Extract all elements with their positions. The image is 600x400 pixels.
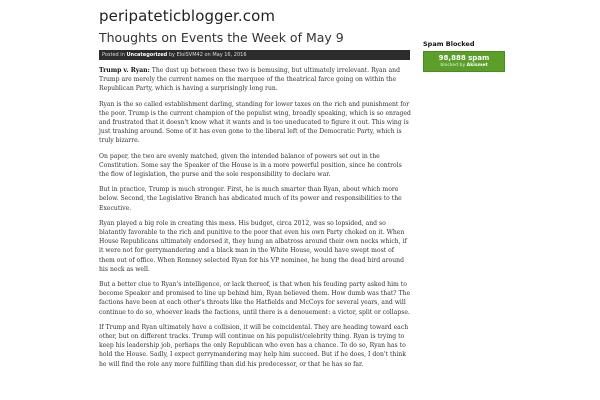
post-paragraph: On paper, the two are evenly matched, given the intended balance of powers set out in the Constitution. Some say the Speaker of the House is in a more powerful position, since he controls the flow of legislation, the purse and the sole responsibility to declare war. <box>99 152 402 179</box>
sidebar <box>423 40 513 72</box>
meta-posted-in: Posted in <box>102 52 125 58</box>
post-title[interactable]: Thoughts on Events the Week of May 9 <box>99 30 344 45</box>
meta-author-link[interactable]: EloiSVM42 <box>176 52 203 58</box>
spam-count: 98,888 spam <box>438 54 490 62</box>
meta-category-link[interactable]: Uncategorized <box>126 52 168 58</box>
akismet-brand: Akismet <box>466 63 488 68</box>
meta-date: May 16, 2016 <box>212 52 247 58</box>
akismet-credit <box>424 63 504 69</box>
post-paragraph: But in practice, Trump is much stronger. First, he is much smarter than Ryan, about which more below. Second, the Legislative Branch has abdicated much of its power and responsibilities to the Executive. <box>99 186 402 212</box>
akismet-badge[interactable] <box>423 51 505 72</box>
post-lead: Trump v. Ryan: <box>99 67 150 74</box>
meta-on: on <box>204 52 211 58</box>
post-meta-bar <box>99 50 410 60</box>
site-title[interactable]: peripateticblogger.com <box>99 7 276 25</box>
post-paragraph <box>99 66 411 94</box>
spam-widget-title: Spam Blocked <box>423 40 475 48</box>
blocked-by-label: blocked by <box>440 63 466 68</box>
post-paragraph: But a better clue to Ryan's intelligence, or lack thereof, is that when his feuding party asked him to become Speaker and promised to line up behind him, Ryan believed them. How dumb was that? The factions have been at each other's throats like the Hatfields and McCoys for several years, and will continue to do so, whoever leads the factions, until there is a denouement: a victor, split or collapse. <box>99 281 411 316</box>
post-first-text: The dust up between these two is bemusing, but ultimately irrelevant. Ryan and Trump are merely the current names on the marquee of the theatrical farce going on within the Republican Party, which is having a surprisingly long run. <box>99 67 401 93</box>
post-content <box>99 66 411 375</box>
post-paragraph: Ryan is the so called establishment darling, standing for lower taxes on the rich and punishment for the poor. Trump is the current champion of the populist wing, broadly speaking, which is so enraged and frustrated that it doesn't know what it wants and is too uneducated to figure it out. This wing is just trashing around. Some of it has even gone to the liberal left of the Democratic Party, which is truly bizarre. <box>99 100 411 145</box>
post-paragraph: If Trump and Ryan ultimately have a collision, it will be coincidental. They are heading toward each other, but on different tracks. Trump will continue on his populist/celebrity thing. Ryan is trying to keep his leadership job, perhaps the only Republican who even has a chance. To do so, Ryan has to hold the House. Sadly, I expect gerrymandering may help him succeed. But if he does, I don't think he will find the role any more fulfilling than did his predecessor, or that he has so far. <box>99 323 409 368</box>
post-paragraph: Ryan played a big role in creating this mess. His budget, circa 2012, was so lopsided, and so blatantly favorable to the rich and punitive to the poor that even his own Party choked on it. When House Republicans ultimately endorsed it, they hung an albatross around their own necks which, if it were not for gerrymandering and a black man in the White House, would have swept most of them out of office. When Romney selected Ryan for his VP nominee, he hung the dead bird around his neck as well. <box>99 219 407 273</box>
meta-by: by <box>168 52 176 58</box>
